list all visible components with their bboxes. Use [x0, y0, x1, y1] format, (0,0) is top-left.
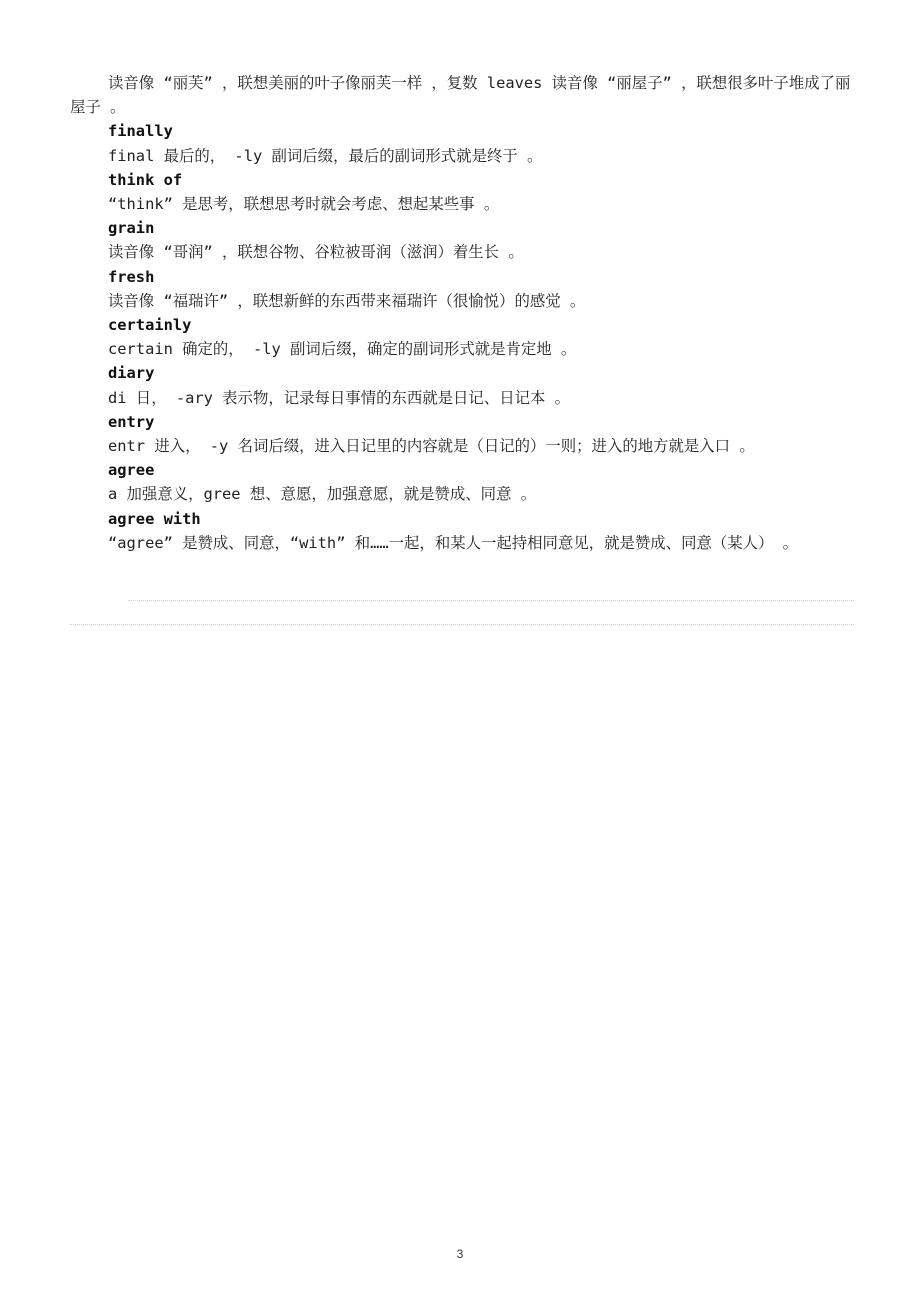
vocab-explanation: di 日， -ary 表示物，记录每日事情的东西就是日记、日记本 。	[108, 388, 571, 407]
vocab-term: diary	[108, 364, 155, 383]
vocab-term: certainly	[108, 316, 192, 335]
vocab-term: fresh	[108, 267, 155, 286]
vocab-term: think of	[108, 170, 183, 189]
vocab-explanation: “agree” 是赞成、同意，“with” 和……一起，和某人一起持相同意见，就是赞成、同意（某人） 。	[108, 533, 799, 552]
vocab-explanation: 读音像 “哥润” ，联想谷物、谷粒被哥润（滋润）着生长 。	[108, 243, 524, 262]
dotted-divider	[128, 600, 854, 601]
dotted-divider	[70, 624, 854, 625]
vocab-term: grain	[108, 219, 155, 238]
vocab-term: entry	[108, 412, 155, 431]
vocab-explanation: certain 确定的， -ly 副词后缀，确定的副词形式就是肯定地 。	[108, 340, 577, 359]
vocab-explanation: a 加强意义，gree 想、意愿，加强意愿，就是赞成、同意 。	[108, 485, 537, 504]
intro-paragraph: 读音像 “丽芙” ，联想美丽的叶子像丽芙一样 ，复数 leaves 读音像 “丽屋子” ，联想很多叶子堆成了丽屋子 。	[70, 74, 851, 117]
vocab-term: finally	[108, 122, 173, 141]
vocab-explanation: final 最后的， -ly 副词后缀，最后的副词形式就是终于 。	[108, 146, 543, 165]
vocab-explanation: 读音像 “福瑞许” ，联想新鲜的东西带来福瑞许（很愉悦）的感觉 。	[108, 291, 586, 310]
vocab-explanation: “think” 是思考，联想思考时就会考虑、想起某些事 。	[108, 195, 500, 214]
vocab-explanation: entr 进入， -y 名词后缀，进入日记里的内容就是（日记的）一则；进入的地方就是入口 。	[108, 437, 755, 456]
vocab-term: agree with	[108, 509, 201, 528]
vocab-term: agree	[108, 461, 155, 480]
page-number: 3	[456, 1247, 464, 1261]
document-body	[70, 71, 860, 555]
